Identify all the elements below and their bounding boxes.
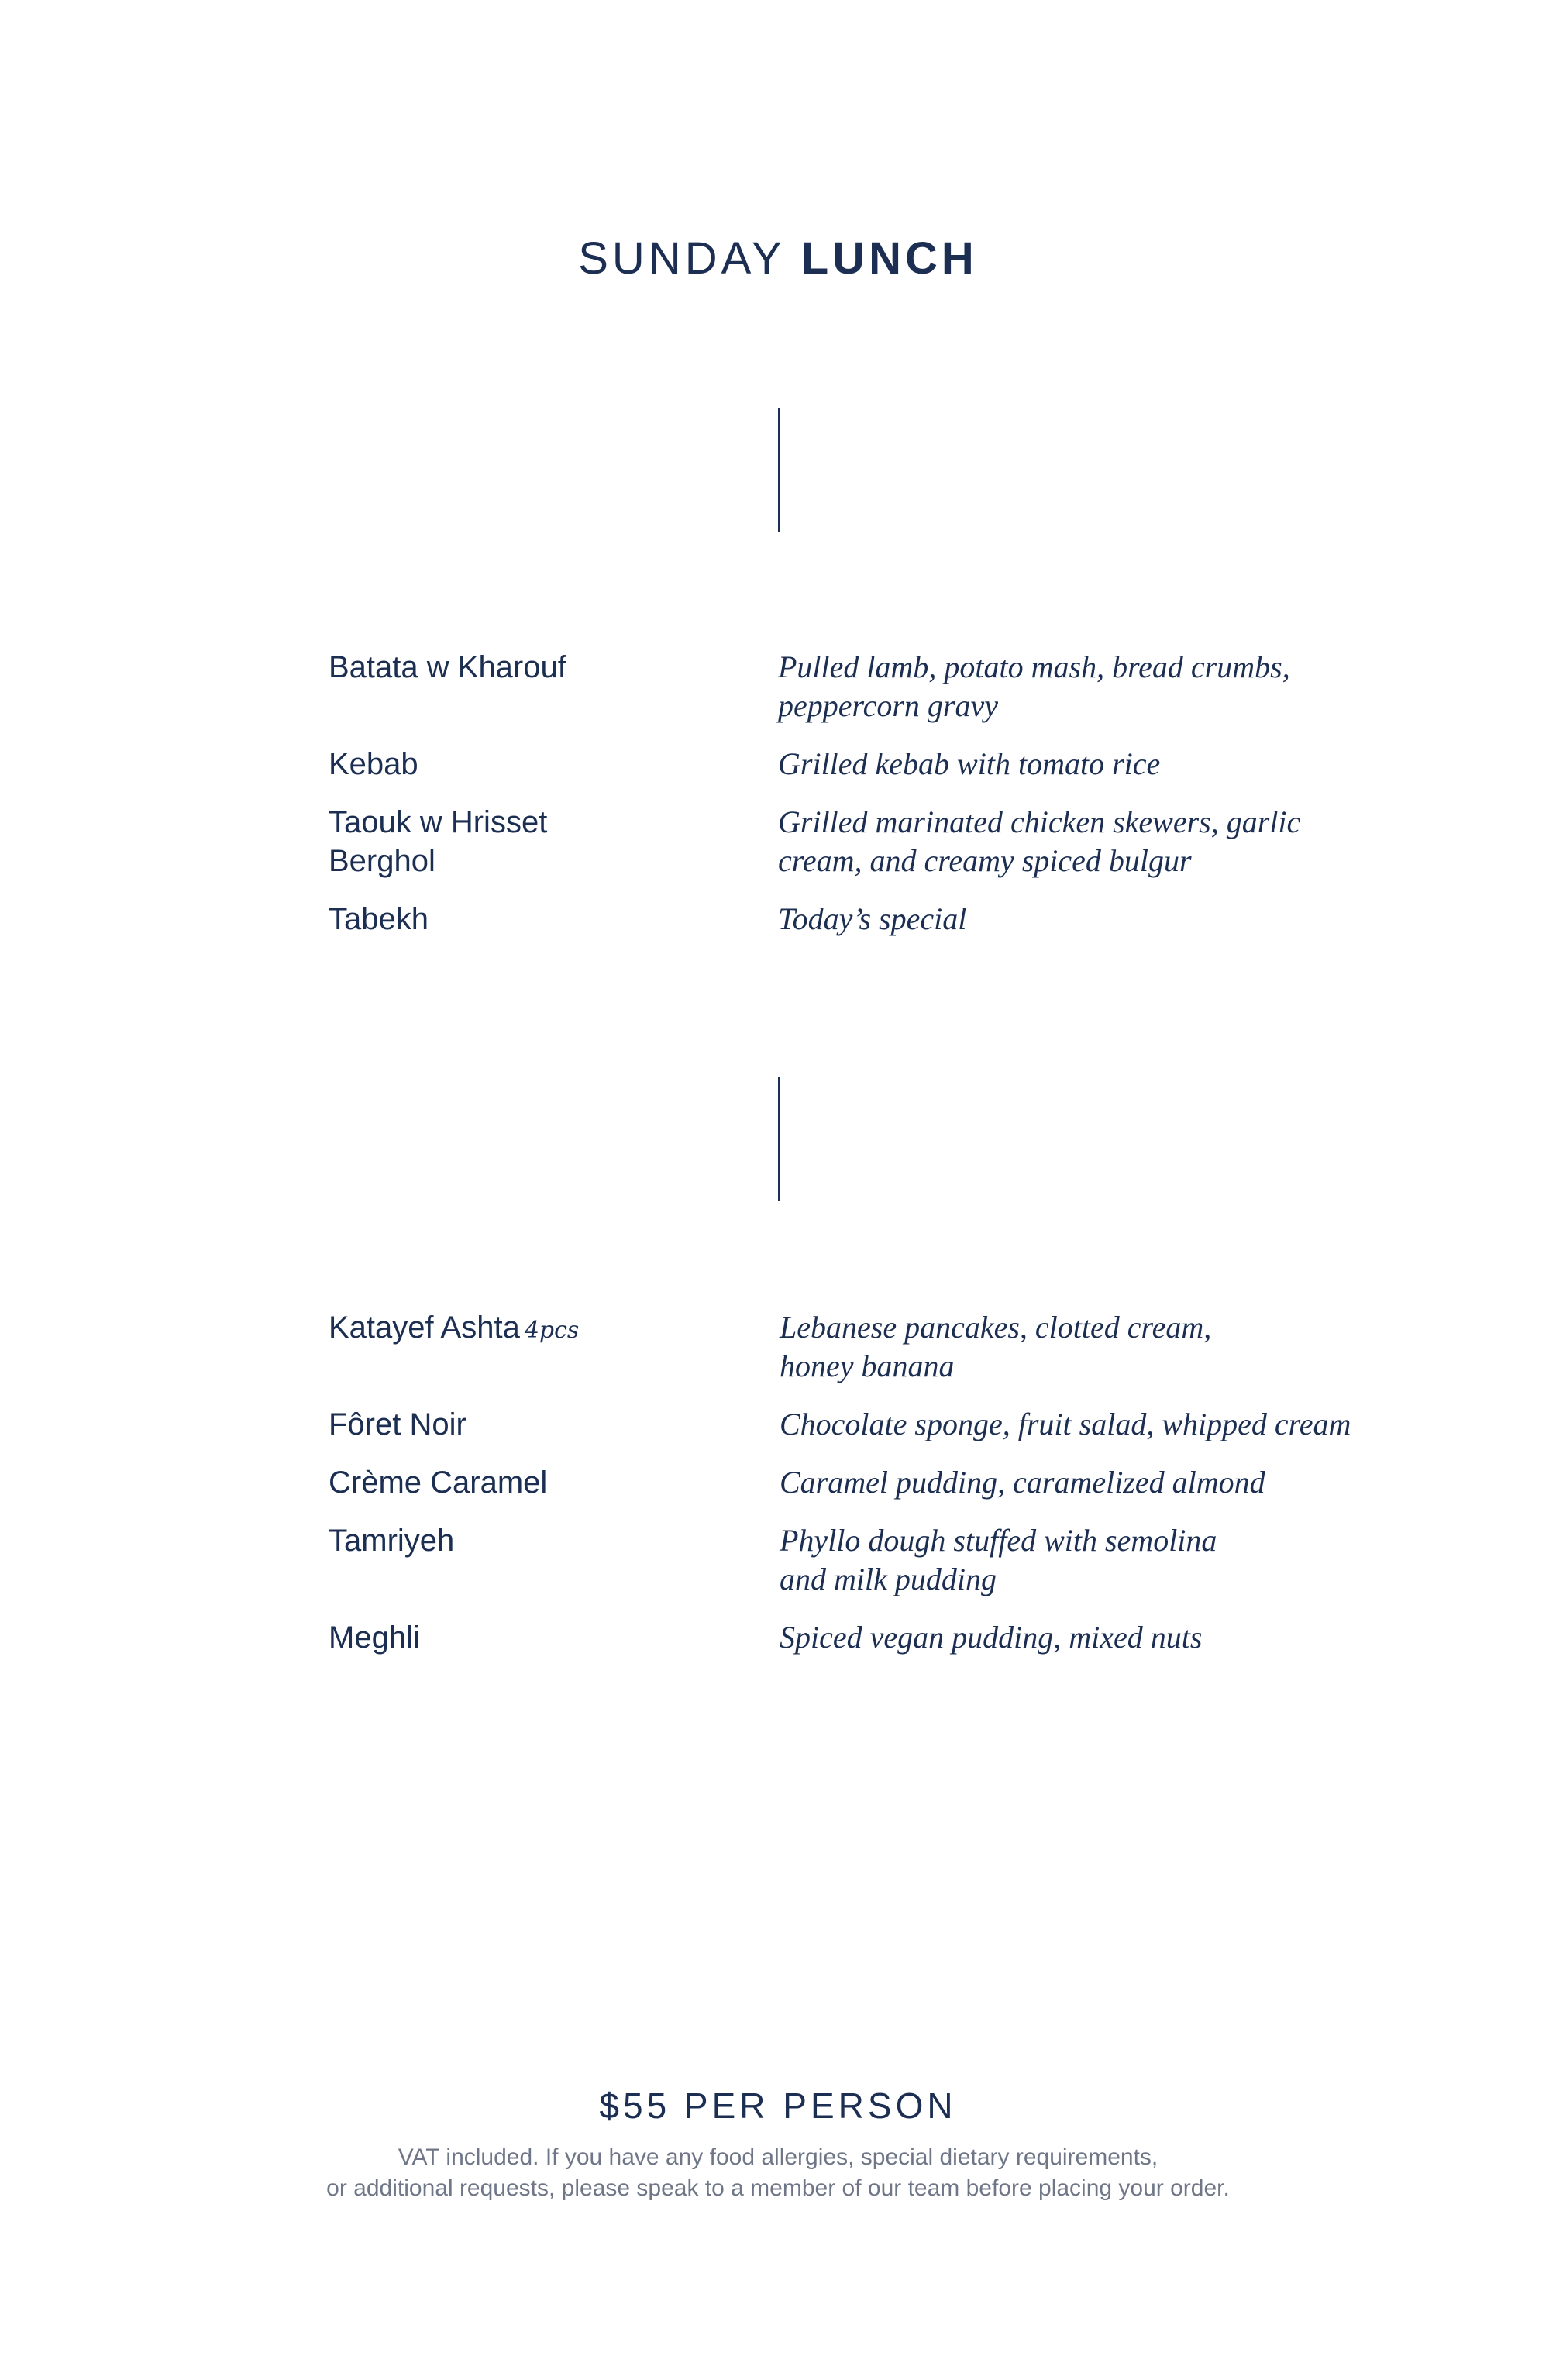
- menu-title-bold: LUNCH: [800, 233, 978, 284]
- menu-item-name: [329, 803, 747, 880]
- menu-item-description: [780, 1405, 1353, 1444]
- description-line: Lebanese pancakes, clotted cream,: [780, 1310, 1212, 1345]
- menu-title: [0, 232, 1556, 284]
- menu-item-description: [778, 745, 1351, 784]
- section-divider-desserts: [778, 1077, 780, 1201]
- description-line: Pulled lamb, potato mash, bread crumbs,: [778, 649, 1290, 684]
- section-divider-mains: [778, 408, 780, 532]
- menu-item-description: [778, 648, 1351, 725]
- description-line: and milk pudding: [780, 1562, 997, 1596]
- menu-item-name: Tamriyeh: [329, 1524, 455, 1558]
- menu-item-name: Tabekh: [329, 902, 429, 936]
- menu-item-name: Crème Caramel: [329, 1466, 548, 1500]
- description-line: Chocolate sponge, fruit salad, whipped cream: [780, 1407, 1351, 1441]
- name-line: Taouk w Hrisset: [329, 805, 548, 839]
- menu-item-description: [778, 900, 1351, 939]
- menu-item-name-text: Katayef Ashta: [329, 1311, 520, 1345]
- menu-item-name: Fôret Noir: [329, 1407, 466, 1441]
- menu-item-description: [778, 803, 1351, 880]
- description-line: peppercorn gravy: [778, 688, 998, 723]
- menu-item-description: [780, 1308, 1353, 1386]
- description-line: cream, and creamy spiced bulgur: [778, 843, 1192, 878]
- menu-item-name: Kebab: [329, 747, 418, 781]
- menu-item-description: [780, 1521, 1353, 1599]
- description-line: Grilled kebab with tomato rice: [778, 746, 1161, 781]
- menu-item-name: [329, 1308, 747, 1350]
- price-per-person: $55 PER PERSON: [599, 2086, 957, 2126]
- menu-title-light: SUNDAY: [578, 233, 785, 284]
- menu-item-name: Meghli: [329, 1621, 420, 1655]
- menu-item-name: Batata w Kharouf: [329, 650, 566, 684]
- footer-note: [0, 2142, 1556, 2204]
- description-line: Spiced vegan pudding, mixed nuts: [780, 1620, 1203, 1655]
- footer-note-line: or additional requests, please speak to a member of our team before placing your order.: [326, 2175, 1230, 2201]
- description-line: Phyllo dough stuffed with semolina: [780, 1523, 1217, 1558]
- description-line: Caramel pudding, caramelized almond: [780, 1465, 1265, 1500]
- description-line: honey banana: [780, 1348, 955, 1383]
- description-line: Today’s special: [778, 901, 967, 936]
- menu-item-description: [780, 1463, 1353, 1502]
- name-line: Berghol: [329, 844, 435, 878]
- menu-item-description: [780, 1618, 1353, 1657]
- footer-note-line: VAT included. If you have any food allergies, special dietary requirements,: [398, 2144, 1158, 2170]
- menu-item-quantity: 4pcs: [524, 1317, 580, 1344]
- description-line: Grilled marinated chicken skewers, garlic: [778, 804, 1301, 839]
